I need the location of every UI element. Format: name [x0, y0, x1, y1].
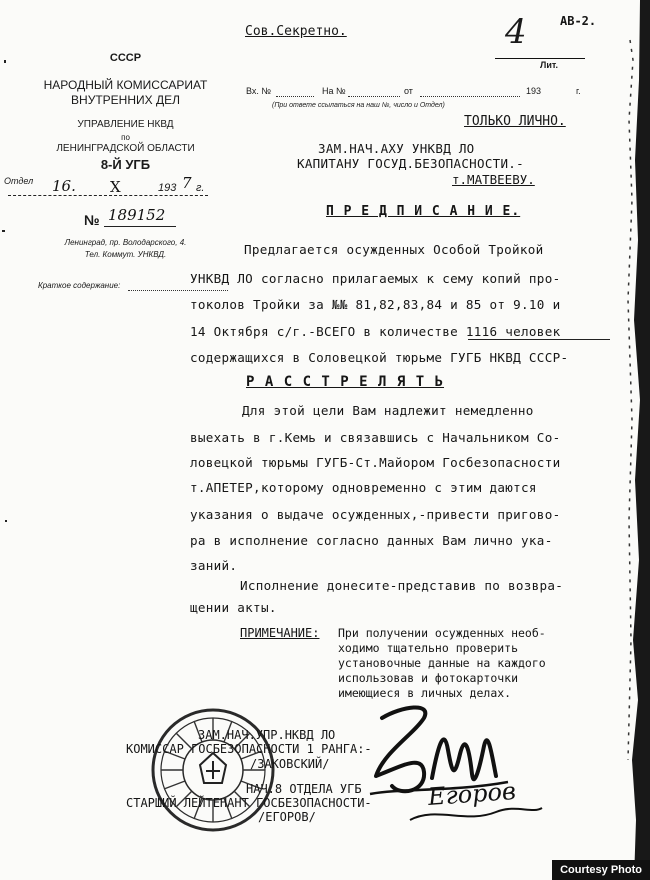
summary-label: Краткое содержание:: [38, 281, 121, 290]
corner-rule: [495, 58, 585, 59]
outgoing-number-label: №: [84, 212, 100, 228]
note-label: ПРИМЕЧАНИЕ:: [240, 626, 320, 640]
incoming-ot: от: [404, 86, 413, 96]
body-line: содержащихся в Соловецкой тюрьме ГУГБ НКВД СССР-: [190, 350, 569, 365]
letterhead-region: ЛЕНИНГРАДСКОЙ ОБЛАСТИ: [56, 143, 195, 154]
incoming-note: (При ответе ссылаться на наш №, число и Отдел): [272, 102, 445, 109]
signature-egorov-stroke: [406, 800, 546, 830]
courtesy-badge: Courtesy Photo: [552, 860, 650, 880]
body-line: указания о выдаче осужденных,-привести пригово-: [190, 507, 561, 522]
note-line: При получении осужденных необ-: [338, 626, 546, 640]
signatory-rank-1: КОМИССАР ГОСБЕЗОПАСНОСТИ 1 РАНГА:-: [126, 742, 372, 756]
scan-speck: [4, 60, 6, 63]
letterhead-address: Ленинград, пр. Володарского, 4.: [64, 238, 187, 247]
signatory-title-2: НАЧ.8 ОТДЕЛА УГБ: [246, 782, 362, 796]
incoming-na-rule: [348, 96, 400, 97]
body-line: заний.: [190, 558, 238, 573]
date-year-suffix: 7: [182, 174, 192, 192]
letterhead-department: 8-Й УГБ: [100, 157, 151, 172]
letterhead-commissariat: НАРОДНЫЙ КОМИССАРИАТ: [43, 78, 208, 92]
underline-quantity: [468, 339, 610, 340]
incoming-na: На №: [322, 86, 346, 96]
outgoing-number-value: 189152: [108, 206, 166, 224]
date-month: X: [110, 178, 121, 196]
scan-speck: [2, 230, 5, 232]
body-line: УНКВД ЛО согласно прилагаемых к сему копий про-: [190, 271, 561, 286]
incoming-vx: Вх. №: [246, 86, 272, 96]
letterhead-po: по: [121, 133, 130, 142]
date-year-prefix: 193: [158, 182, 177, 194]
letterhead-directorate: УПРАВЛЕНИЕ НКВД: [77, 119, 174, 130]
secrecy-mark: Сов.Секретно.: [245, 24, 347, 39]
body-line: Предлагается осужденных Особой Тройкой: [244, 242, 544, 257]
letterhead-phone: Тел. Коммут. УНКВД.: [84, 250, 167, 259]
letterhead-internal-affairs: ВНУТРЕННИХ ДЕЛ: [71, 93, 180, 107]
signature-egorov: Егоров: [427, 776, 517, 812]
note-line: установочные данные на каждого: [338, 656, 546, 670]
corner-code: АВ-2.: [560, 14, 597, 28]
body-line: т.АПЕТЕР,которому одновременно с этим даются: [190, 480, 537, 495]
body-line: ра в исполнение согласно данных Вам лично ука-: [190, 533, 553, 548]
summary-rule: [128, 290, 228, 291]
order-word: Р А С С Т Р Е Л Я Т Ь: [246, 374, 445, 390]
letterhead-ussr: СССР: [109, 52, 142, 64]
note-line: использовав и фотокарточки: [338, 671, 519, 685]
body-line: Исполнение донесите-представив по возвра-: [240, 578, 564, 593]
body-line: выехать в г.Кемь и связавшись с Начальником Со-: [190, 430, 561, 445]
incoming-ot-rule: [420, 96, 520, 97]
signatory-name-2: /ЕГОРОВ/: [258, 810, 316, 824]
note-line: ходимо тщательно проверить: [338, 641, 519, 655]
corner-handwritten-number: 4: [505, 12, 527, 52]
body-line: токолов Тройки за №№ 81,82,83,84 и 85 от 9.10 и: [190, 297, 561, 312]
body-line: ловецкой тюрьмы ГУГБ-Ст.Майором Госбезопасности: [190, 455, 561, 470]
dept-label: Отдел: [4, 176, 34, 186]
date-g: г.: [196, 182, 205, 194]
addressee-line2: КАПИТАНУ ГОСУД.БЕЗОПАСНОСТИ.-: [297, 156, 524, 171]
signatory-rank-2: СТАРШИЙ ЛЕЙТЕНАНТ ГОСБЕЗОПАСНОСТИ-: [126, 796, 372, 810]
incoming-vx-rule: [276, 96, 314, 97]
incoming-g: г.: [576, 86, 581, 96]
date-day: 16.: [52, 177, 76, 195]
lit-label: Лит.: [540, 60, 558, 70]
signatory-name-1: /ЗАКОВСКИЙ/: [250, 757, 330, 771]
addressee-line1: ЗАМ.НАЧ.АХУ УНКВД ЛО: [318, 141, 475, 156]
personal-mark: ТОЛЬКО ЛИЧНО.: [464, 114, 566, 129]
body-line: 14 Октября с/г.-ВСЕГО в количестве 1116 человек: [190, 324, 561, 339]
date-rule: [8, 195, 208, 196]
document-title: П Р Е Д П И С А Н И Е.: [326, 204, 521, 219]
body-line: Для этой цели Вам надлежит немедленно: [242, 403, 534, 418]
incoming-year: 193: [526, 86, 542, 96]
note-line: имеющиеся в личных делах.: [338, 686, 512, 700]
body-line: щении акты.: [190, 600, 277, 615]
number-rule: [104, 226, 176, 227]
signatory-title-1: ЗАМ.НАЧ.УПР.НКВД ЛО: [198, 728, 336, 742]
scan-edge: [622, 0, 650, 880]
addressee-line3: т.МАТВЕЕВУ.: [452, 172, 535, 187]
scan-speck: [5, 520, 7, 522]
